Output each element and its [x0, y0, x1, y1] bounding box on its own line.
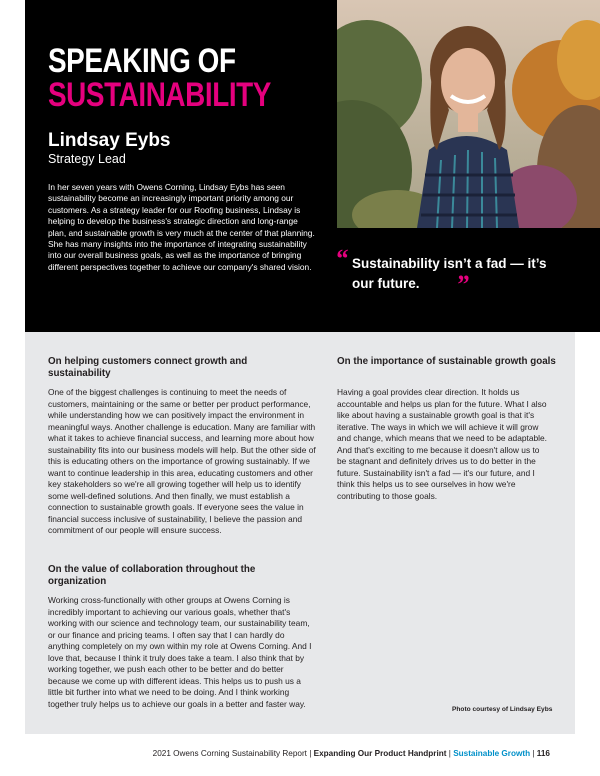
person-role: Strategy Lead [48, 152, 126, 166]
footer-section: Sustainable Growth [453, 749, 531, 758]
footer-separator: | [532, 749, 535, 758]
pull-quote: Sustainability isn’t a fad — it’s our future. [352, 256, 547, 291]
section-body-collaboration: Working cross-functionally with other groups at Owens Corning is incredibly important to achieving our various goals, whether that's working with our science and technology team, our sustainability team, or our finance and pricing teams. I often say that I can hardly do anything completely on my own within my role at Owens Corning. And I love that, because I think it truly does take a team. I also think that by working together, we push each other to be better and do better because we come up with different ideas. This helps us to push us a little bit further into what we need to be doing. And I think working together truly helps us to achieve our goals in a better and faster way. [48, 595, 312, 709]
portrait-photo [337, 0, 600, 228]
footer-report-title: 2021 Owens Corning Sustainability Report [152, 749, 307, 758]
footer-separator: | [448, 749, 451, 758]
footer-separator: | [309, 749, 312, 758]
footer-chapter: Expanding Our Product Handprint [313, 749, 447, 758]
quote-close-mark: ” [456, 270, 469, 299]
headline-line1: SPEAKING OF [48, 42, 236, 80]
section-body-goals: Having a goal provides clear direction. It holds us accountable and helps us plan for the future. What I also like about having a sustainable growth goal is that it's iterative. The ways in which we will achieve it will grow and change, which means that we need to be adaptable. And that's exciting to me because it doesn't allow us to be stagnant and definitely drives us to do better in the future. Sustainability isn't a fad — it's our future, and I think this helps us to see ourselves in how we're contributing to those goals. [337, 387, 547, 501]
intro-paragraph: In her seven years with Owens Corning, Lindsay Eybs has seen sustainability become an increasingly important priority among our customers. As a strategy leader for our Roofing business, Lindsay is helping to develop the business's strategic direction and long-range plan, and sustainable growth is very much at the center of that planning. She has many insights into the importance of integrating sustainability into our overall business goals, as well as the importance of bringing different perspectives together to achieve our company's shared vision. [48, 182, 315, 272]
section-body-customers: One of the biggest challenges is continuing to meet the needs of customers, maintaining or the same or better per product performance, while understanding how we can positively impact the environment in meaningful ways. Another challenge is education. Many are familiar with what it takes to achieve financial success, and learning more about how sustainability fits into our business models will help. But the other side of this is educating others on the importance of growing sustainably. If we want to continue leadership in this area, educating customers and other key stakeholders so we're all growing together will help us to identify some well-defined solutions. And then finally, we must establish a connection to sustainable growth goals. If everyone sees the value in financial success inclusive of sustainability, I believe the passion and commitment of our people will ensure success. [48, 387, 316, 535]
page-footer [0, 749, 550, 758]
photo-credit: Photo courtesy of Lindsay Eybs [452, 706, 553, 713]
headline [48, 44, 271, 112]
section-heading-collaboration: On the value of collaboration throughout the organization [48, 564, 256, 587]
section-heading-goals: On the importance of sustainable growth goals [337, 356, 556, 367]
person-name: Lindsay Eybs [48, 130, 171, 151]
section-heading-customers: On helping customers connect growth and sustainability [48, 356, 248, 379]
portrait-illustration [337, 0, 600, 228]
quote-open-mark: “ [335, 244, 348, 273]
headline-line2: SUSTAINABILITY [48, 76, 271, 114]
page-number: 116 [536, 749, 550, 758]
